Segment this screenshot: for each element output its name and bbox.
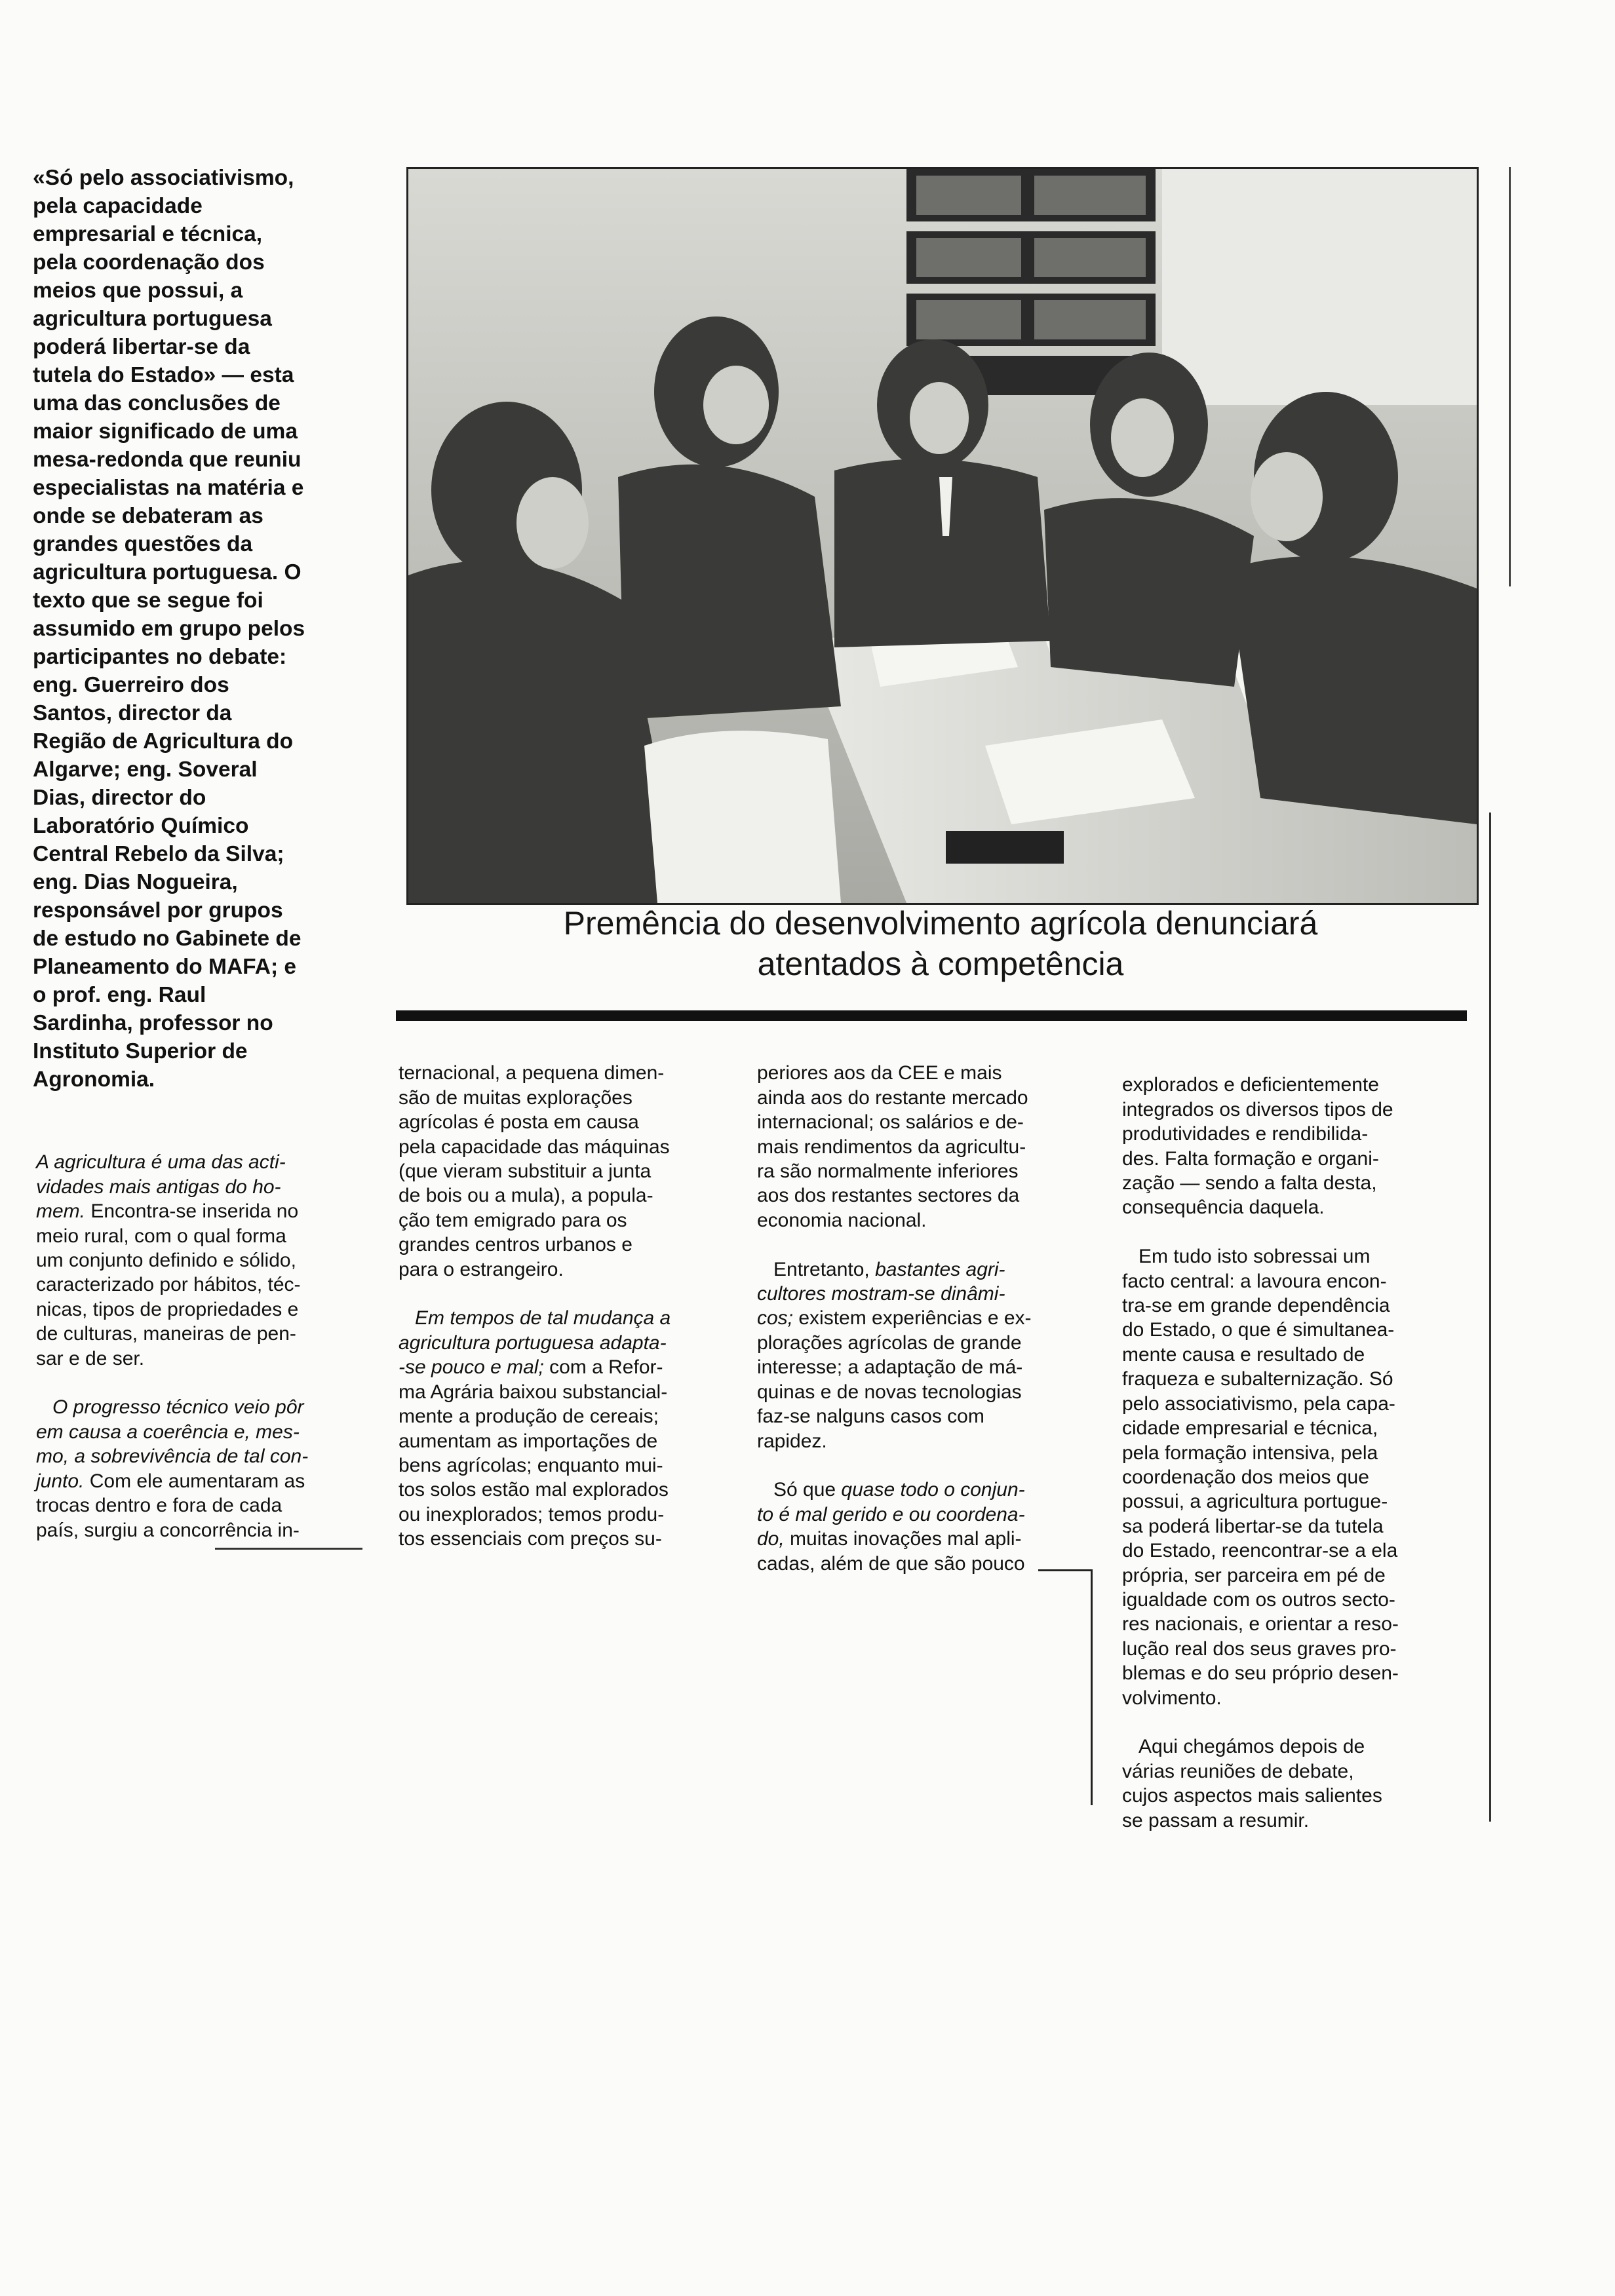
article-column-4 xyxy=(1122,1048,1463,1857)
italic-lead: A agricultura é uma das acti- vidades mais antigas do ho- mem. xyxy=(36,1151,286,1223)
photo-side-rule xyxy=(1509,167,1511,586)
text-run: muitas inovações mal apli- cadas, além de que são pouco xyxy=(757,1528,1025,1575)
italic-lead: Em tempos de tal mudança a agricultura portuguesa adapta- -se pouco e mal; xyxy=(399,1307,671,1379)
article-column-1 xyxy=(36,1126,357,1567)
column-side-rule xyxy=(1489,813,1491,1822)
paragraph xyxy=(757,1257,1091,1453)
text-run: Com ele aumentaram as trocas dentro e fora de cada país, surgiu a concorrência in- xyxy=(36,1470,305,1541)
meeting-photo-illustration xyxy=(408,169,1477,903)
paragraph: ternacional, a pequena dimen- são de muitas explorações agrícolas é posta em causa pela capacidade das máquinas (que vieram substituir a junta de bois ou a mula), a popula- ção tem emigrado para os grandes centros urbanos e para o estrangeiro. xyxy=(399,1062,670,1280)
paragraph: Aqui chegámos depois de várias reuniões de debate, cujos aspectos mais salientes se passam a resumir. xyxy=(1122,1736,1382,1831)
italic-phrase: bastantes agri- cultores mostram-se dinâmi- cos; xyxy=(757,1258,1005,1330)
bracket-rule-side xyxy=(1091,1569,1093,1805)
bracket-rule-top xyxy=(1038,1569,1092,1571)
text-run: Só que xyxy=(773,1479,842,1501)
article-intro: «Só pelo associativismo, pela capacidade empresarial e técnica, pela coordenação dos meios que possui, a agricultura portuguesa poderá libertar-se da tutela do Estado» — esta uma das conclusões de maior significado de uma mesa-redonda que reuniu especialistas na matéria e onde se debateram as grandes questões da agricultura portuguesa. O texto que se segue foi assumido em grupo pelos participantes no debate: eng. Guerreiro dos Santos, director da Região de Agricultura do Algarve; eng. Soveral Dias, director do Laboratório Químico Central Rebelo da Silva; eng. Dias Nogueira, responsável por grupos de estudo no Gabinete de Planeamento do MAFA; e o prof. eng. Raul Sardinha, professor no Instituto Superior de Agronomia. xyxy=(33,166,305,1092)
column-end-rule xyxy=(215,1548,362,1550)
text-run: Entretanto, xyxy=(773,1258,876,1280)
italic-phrase: quase todo o conjun- to é mal gerido e ou coordena- do, xyxy=(757,1479,1025,1550)
paragraph xyxy=(757,1478,1091,1576)
paragraph xyxy=(36,1150,357,1371)
text-run: existem experiências e ex- plorações agrícolas de grande interesse; a adaptação de má- quinas e de novas tecnologias faz-se nalguns casos com rapidez. xyxy=(757,1307,1032,1452)
text-run: com a Refor- ma Agrária baixou substancial- mente a produção de cereais; aumentam as importações de bens agrícolas; enquanto mui- tos solos estão mal explorados ou inexplorados; temos produ- tos essenciais com preços su- xyxy=(399,1356,669,1550)
article-headline: Premência do desenvolvimento agrícola denunciará atentados à competência xyxy=(563,905,1318,982)
headline-rule xyxy=(396,1010,1467,1021)
paragraph: periores aos da CEE e mais ainda aos do restante mercado internacional; os salários e de- mais rendimentos da agricultu- ra são normalmente inferiores aos dos restantes sectores da economia nacional. xyxy=(757,1062,1028,1231)
italic-lead: O progresso técnico veio pôr em causa a coerência e, mes- mo, a sobrevivência de tal con- junto. xyxy=(36,1396,309,1492)
paragraph: explorados e deficientemente integrados os diversos tipos de produtividades e rendibilida- des. Falta formação e organi- zação — sendo a falta desta, consequência daquela. xyxy=(1122,1074,1393,1219)
paragraph xyxy=(399,1306,733,1551)
meeting-photo xyxy=(406,167,1479,905)
article-column-3 xyxy=(757,1037,1091,1600)
paragraph xyxy=(36,1395,357,1542)
paragraph: Em tudo isto sobressai um facto central: a lavoura encon- tra-se em grande dependência do Estado, o que é simultanea- mente causa e resultado de fraqueza e subalternização. Só pelo associativismo, pela capa- cidade empresarial e técnica, pela formação intensiva, pela coordenação dos meios que possui, a agricultura portugue- sa poderá libertar-se da tutela do Estado, reencontrar-se a ela própria, ser parceira em pé de igualdade com os outros secto- res nacionais, e orientar a reso- lução real dos seus graves pro- blemas e do seu próprio desen- volvimento. xyxy=(1122,1246,1399,1709)
text-run: Encontra-se inserida no meio rural, com o qual forma um conjunto definido e sólido, caracterizado por hábitos, téc- nicas, tipos de propriedades e de culturas, maneiras de pen- sar e de ser. xyxy=(36,1200,301,1369)
article-column-2 xyxy=(399,1037,733,1576)
